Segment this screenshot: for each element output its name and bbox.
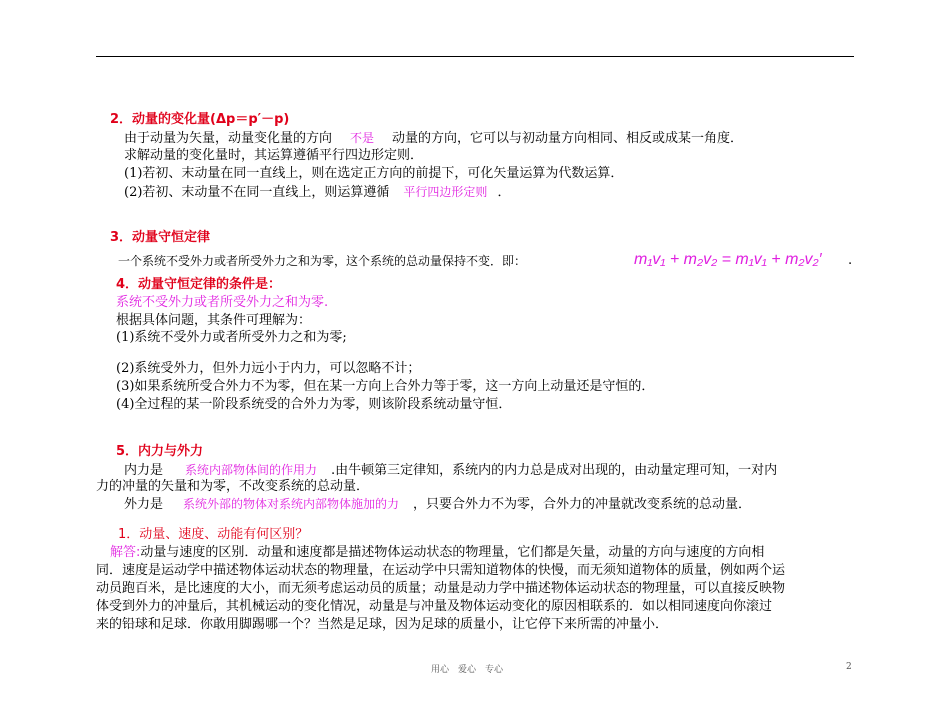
text: 一个系统不受外力或者所受外力之和为零，这个系统的总动量保持不变．即：: [118, 254, 527, 268]
section-4-line-2: (1)系统不受外力或者所受外力之和为零;: [116, 330, 347, 345]
text: ，只要合外力不为零，合外力的冲量就改变系统的总动量．: [413, 497, 752, 512]
answer-blank: 不是: [350, 131, 375, 145]
section-2-line-3: (1)若初、末动量在同一直线上，则在选定正方向的前提下，可化矢量运算为代数运算．: [124, 166, 624, 181]
page-number: 2: [846, 662, 852, 672]
section-4-line-4: (3)如果系统所受合外力不为零，但在某一方向上合外力等于零，这一方向上动量还是守恒的．: [116, 379, 655, 394]
section-5-line-2: 力的冲量的矢量和为零，不改变系统的总动量．: [96, 479, 370, 494]
section-4-answer: 系统不受外力或者所受外力之和为零.: [116, 295, 329, 310]
answer-line-3: 动员跑百米，是比速度的大小，而无须考虑运动员的质量；动量是动力学中描述物体运动状态的物理量，可以直接反映物: [96, 581, 786, 596]
answer-label: 解答:: [110, 545, 141, 560]
answer-blank: 系统外部的物体对系统内部物体施加的力: [183, 497, 400, 511]
text: 动量与速度的区别．动量和速度都是描述物体运动状态的物理量，它们都是矢量，动量的方向与速度的方向相: [140, 545, 765, 560]
question-title: 1．动量、速度、动能有何区别？: [118, 527, 309, 542]
answer-blank: 系统内部物体间的作用力: [185, 463, 318, 477]
section-4-line-5: (4)全过程的某一阶段系统受的合外力为零，则该阶段系统动量守恒．: [116, 397, 512, 412]
section-3-title: 3．动量守恒定律: [110, 230, 211, 245]
formula-end: .: [848, 253, 853, 268]
footer-motto: 用心 爱心 专心: [431, 665, 504, 675]
section-2-line-2: 求解动量的变化量时，其运算遵循平行四边形定则．: [124, 148, 424, 163]
text: ．: [497, 185, 511, 200]
text: .由牛顿第三定律知，系统内的内力总是成对出现的，由动量定理可知，一对内: [331, 463, 778, 478]
text: 动量的方向，它可以与初动量方向相同、相反或成某一角度．: [392, 131, 744, 146]
answer-line-2: 同．速度是运动学中描述物体运动状态的物理量，在运动学中只需知道物体的快慢，而无须知道物体的质量，例如两个运: [96, 563, 786, 578]
section-4-line-3: (2)系统受外力，但外力远小于内力，可以忽略不计；: [116, 361, 421, 376]
section-5-line-3: [124, 495, 751, 514]
answer-blank: 平行四边形定则: [403, 185, 488, 199]
text: (2)若初、末动量不在同一直线上，则运算遵循: [124, 185, 390, 200]
text: 内力是: [124, 463, 164, 478]
text: 由于动量为矢量，动量变化量的方向: [124, 131, 333, 146]
answer-line-1: [110, 544, 764, 562]
section-4-title: 4．动量守恒定律的条件是：: [116, 277, 282, 292]
section-3-line-1: [118, 252, 526, 271]
section-2-line-4: [124, 183, 510, 202]
section-2-title: 2．动量的变化量(Δp＝p′－p): [110, 112, 290, 127]
answer-line-4: 体受到外力的冲量后，其机械运动的变化情况，动量是与冲量及物体运动变化的原因相联系的．如以相同速度向你滚过: [96, 599, 773, 614]
section-4-line-1: 根据具体问题，其条件可理解为：: [116, 313, 312, 328]
text: 外力是: [124, 497, 164, 512]
momentum-formula: m₁v₁ + m₂v₂ = m₁v₁ + m₂v₂′: [634, 251, 822, 268]
header-rule: [96, 56, 854, 57]
answer-line-5: 来的铅球和足球．你敢用脚踢哪一个？当然是足球，因为足球的质量小，让它停下来所需的冲量小．: [96, 617, 669, 632]
section-5-title: 5．内力与外力: [116, 444, 204, 459]
section-2-line-1: [124, 129, 743, 148]
